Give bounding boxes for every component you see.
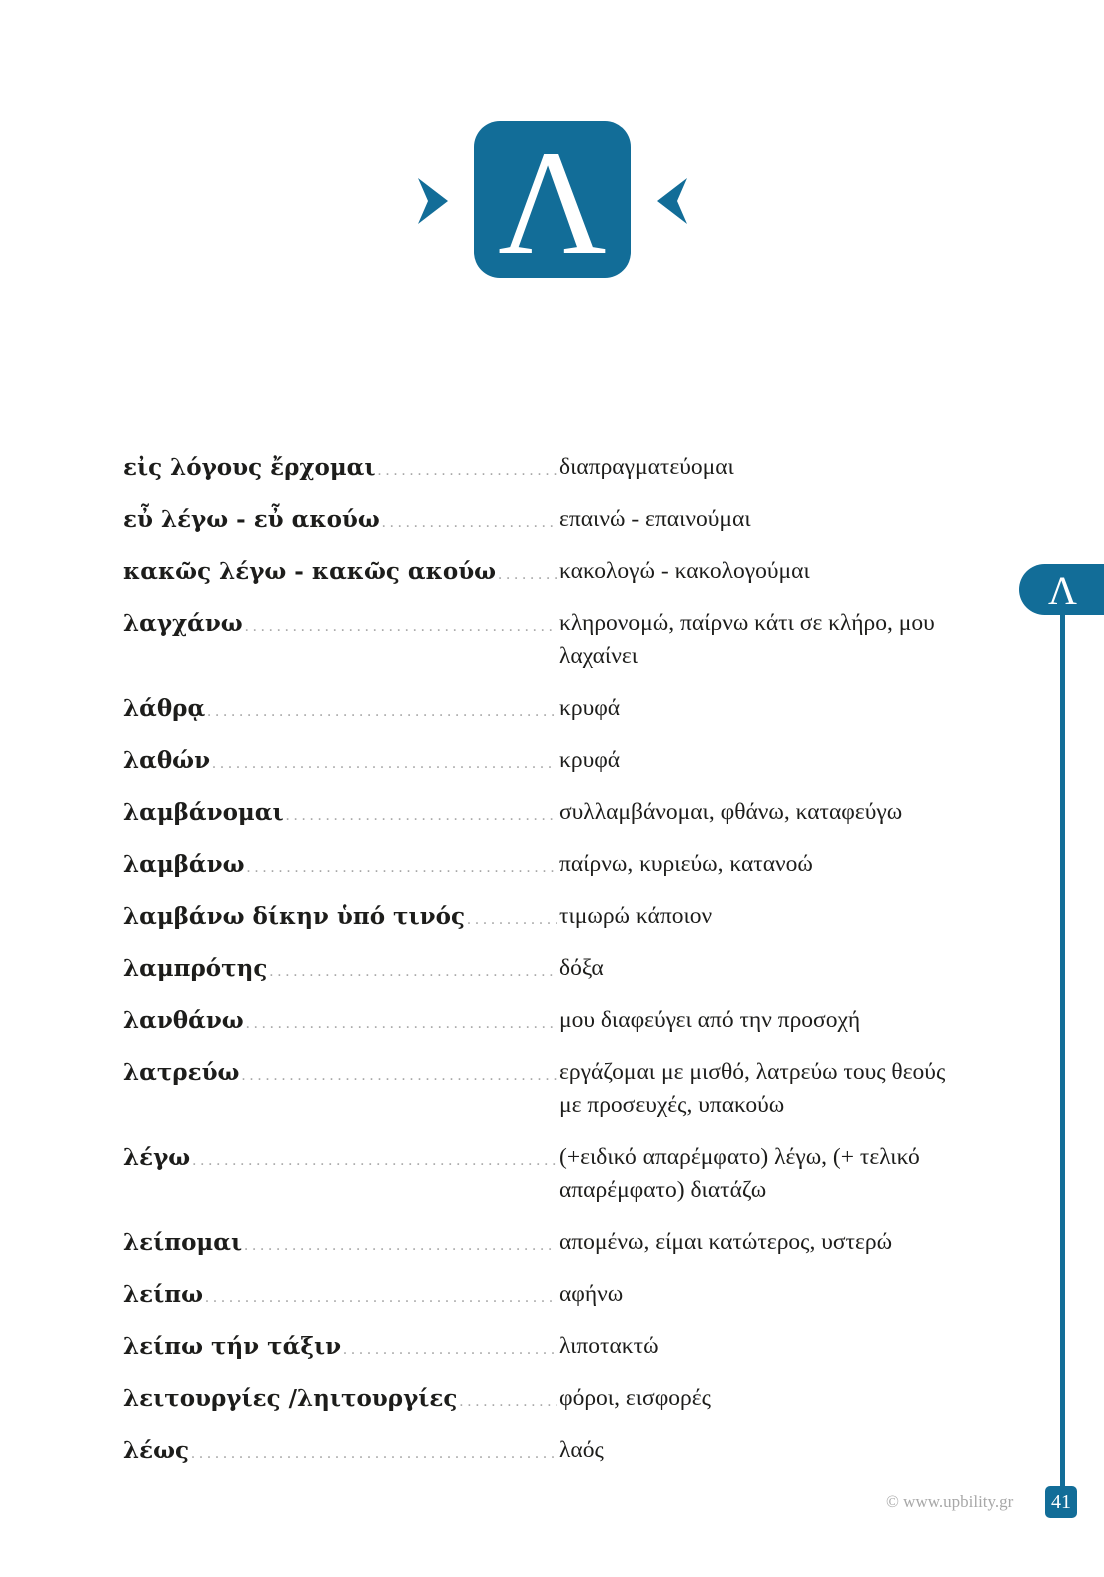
term-column <box>123 1434 557 1467</box>
glossary-entry <box>123 1056 953 1122</box>
term-column <box>123 900 557 933</box>
glossary-entry <box>123 1330 953 1363</box>
term-column <box>123 744 557 777</box>
term-column <box>123 1330 557 1363</box>
glossary-entry <box>123 1004 953 1037</box>
glossary-list <box>123 451 953 1486</box>
arrow-left-icon <box>657 178 687 224</box>
glossary-meaning: παίρνω, κυριεύω, κατανοώ <box>559 851 813 877</box>
glossary-entry <box>123 555 953 588</box>
dot-leader <box>378 462 558 480</box>
glossary-entry <box>123 796 953 829</box>
term-column <box>123 607 557 640</box>
dot-leader <box>286 807 557 825</box>
glossary-meaning: κακολογώ - κακολογούμαι <box>559 558 810 584</box>
dot-leader <box>191 1445 557 1463</box>
glossary-term: λαμβάνω δίκην ὑπό τινός <box>123 903 465 930</box>
glossary-entry <box>123 1434 953 1467</box>
glossary-entry <box>123 1226 953 1259</box>
term-column <box>123 952 557 985</box>
glossary-meaning: δόξα <box>559 955 604 981</box>
term-column <box>123 692 557 725</box>
glossary-entry <box>123 952 953 985</box>
dot-leader <box>343 1341 557 1359</box>
glossary-meaning: κρυφά <box>559 747 621 773</box>
dot-leader <box>498 566 557 584</box>
dot-leader <box>192 1152 557 1170</box>
glossary-term: λειτουργίες /ληιτουργίες <box>123 1385 458 1412</box>
glossary-entry <box>123 692 953 725</box>
glossary-term: εἰς λόγους ἔρχομαι <box>123 454 376 481</box>
dot-leader <box>241 1067 557 1085</box>
footer-copyright: © www.upbility.gr <box>886 1492 1014 1511</box>
glossary-entry <box>123 744 953 777</box>
dot-leader <box>207 703 557 721</box>
dot-leader <box>246 1015 557 1033</box>
glossary-meaning: λιποτακτώ <box>559 1333 659 1359</box>
glossary-term: λέγω <box>123 1144 191 1171</box>
term-column <box>123 1226 557 1259</box>
term-column <box>123 555 557 588</box>
term-column <box>123 1004 557 1037</box>
glossary-meaning: (+ειδικό απαρέμφατο) λέγω, (+ τελικό απαρέμφατο) διατάζω <box>559 1144 920 1203</box>
section-letter: Λ <box>498 119 607 286</box>
term-column <box>123 1278 557 1311</box>
arrow-right-icon <box>418 178 448 224</box>
glossary-term: λαμπρότης <box>123 955 268 982</box>
glossary-meaning: κρυφά <box>559 695 621 721</box>
term-column <box>123 796 557 829</box>
glossary-term: λείπω <box>123 1281 203 1308</box>
dot-leader <box>467 911 557 929</box>
page-number: 41 <box>1045 1486 1077 1518</box>
glossary-meaning: συλλαμβάνομαι, φθάνω, καταφεύγω <box>559 799 903 825</box>
glossary-meaning: τιμωρώ κάποιον <box>559 903 713 929</box>
glossary-meaning: διαπραγματεύομαι <box>559 454 734 480</box>
glossary-term: λαγχάνω <box>123 610 243 637</box>
side-tab-letter: Λ <box>1048 567 1078 613</box>
glossary-meaning: επαινώ - επαινούμαι <box>559 506 751 532</box>
term-column <box>123 848 557 881</box>
glossary-term: λαθών <box>123 747 211 774</box>
dot-leader <box>244 1237 557 1255</box>
glossary-term: λαμβάνω <box>123 851 245 878</box>
term-column <box>123 1382 557 1415</box>
side-vertical-rule <box>1060 612 1065 1492</box>
glossary-term: λατρεύω <box>123 1059 240 1086</box>
dot-leader <box>245 618 557 636</box>
section-letter-block <box>474 119 631 286</box>
glossary-entry <box>123 451 953 484</box>
dot-leader <box>269 963 557 981</box>
dot-leader <box>205 1289 557 1307</box>
dot-leader <box>247 859 558 877</box>
glossary-term: λείπομαι <box>123 1229 243 1256</box>
term-column <box>123 1141 557 1174</box>
glossary-term: λαμβάνομαι <box>123 799 284 826</box>
glossary-entry <box>123 1278 953 1311</box>
term-column <box>123 1056 557 1089</box>
glossary-entry <box>123 607 953 673</box>
glossary-meaning: φόροι, εισφορές <box>559 1385 711 1411</box>
section-side-tab[interactable] <box>1019 564 1104 615</box>
glossary-meaning: μου διαφεύγει από την προσοχή <box>559 1007 861 1033</box>
dot-leader <box>382 514 557 532</box>
glossary-term: λανθάνω <box>123 1007 244 1034</box>
term-column <box>123 451 557 484</box>
dot-leader <box>459 1393 557 1411</box>
glossary-meaning: αφήνω <box>559 1281 624 1307</box>
term-column <box>123 503 557 536</box>
glossary-entry <box>123 900 953 933</box>
glossary-meaning: απομένω, είμαι κατώτερος, υστερώ <box>559 1229 893 1255</box>
glossary-term: κακῶς λέγω - κακῶς ακούω <box>123 558 497 585</box>
glossary-entry <box>123 1382 953 1415</box>
glossary-term: λείπω τήν τάξιν <box>123 1333 342 1360</box>
glossary-entry <box>123 503 953 536</box>
glossary-term: λάθρᾳ <box>123 695 206 722</box>
glossary-meaning: λαός <box>559 1437 604 1463</box>
glossary-term: λέως <box>123 1437 190 1464</box>
glossary-meaning: κληρονομώ, παίρνω κάτι σε κλήρο, μου λαχαίνει <box>559 610 935 669</box>
glossary-meaning: εργάζομαι με μισθό, λατρεύω τους θεούς με προσευχές, υπακούω <box>559 1059 946 1118</box>
dot-leader <box>212 755 557 773</box>
glossary-entry <box>123 1141 953 1207</box>
glossary-term: εὖ λέγω - εὖ ακούω <box>123 506 380 533</box>
glossary-entry <box>123 848 953 881</box>
